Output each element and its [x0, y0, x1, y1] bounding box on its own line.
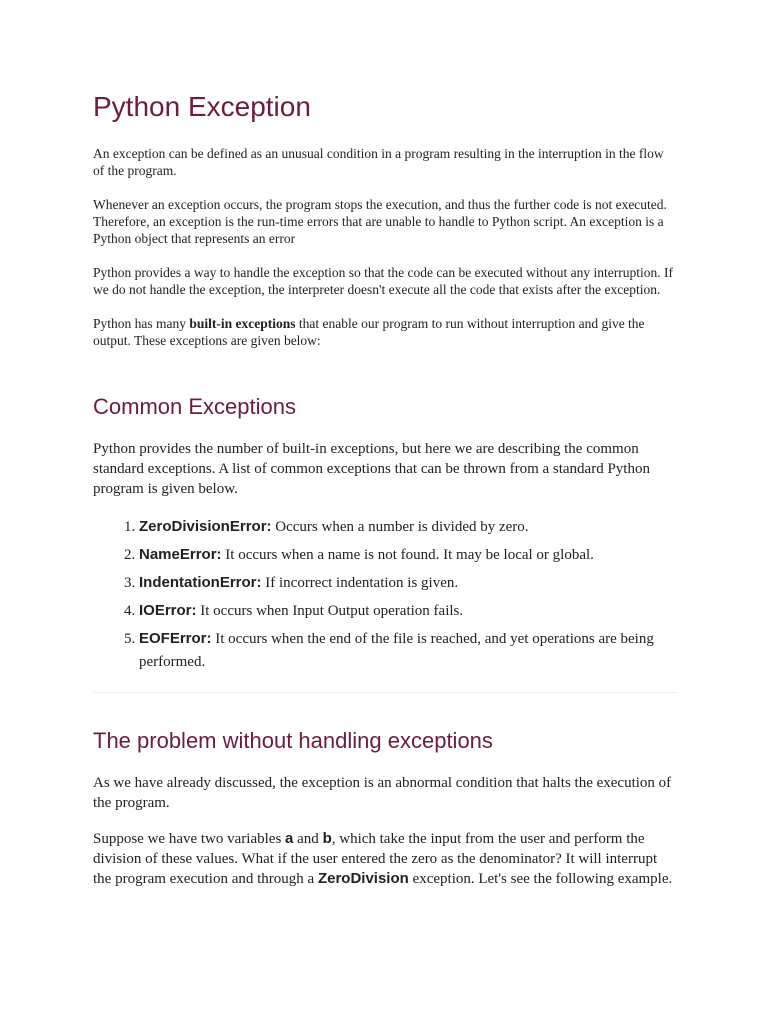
exception-name: IndentationError:	[139, 574, 262, 591]
list-item	[139, 515, 678, 539]
article	[93, 90, 678, 889]
exception-description: If incorrect indentation is given.	[261, 575, 459, 591]
problem-heading: The problem without handling exceptions	[93, 728, 493, 753]
built-in-exceptions-term: built-in exceptions	[189, 316, 296, 331]
intro-paragraph-4	[93, 315, 678, 349]
common-exceptions-paragraph: Python provides the number of built-in exceptions, but here we are describing the common standard exceptions. A list of common exceptions that can be thrown from a standard Python program is given below.	[93, 441, 650, 497]
exception-name: NameError:	[139, 546, 222, 563]
problem-paragraph-2	[93, 829, 678, 889]
common-exceptions-list	[93, 515, 678, 674]
exception-description: Occurs when a number is divided by zero.	[271, 519, 529, 535]
exception-description: It occurs when Input Output operation fails.	[196, 603, 464, 619]
variable-a: a	[285, 830, 294, 847]
exception-name: EOFError:	[139, 630, 212, 647]
problem-p2-text-2: and	[293, 831, 323, 847]
problem-p2-text-3: , which take the input from the user and perform the division of these values. What if the user entered the zero as the denominator? It will interrupt the program execution and through a	[93, 831, 658, 887]
problem-p2-text-1: Suppose we have two variables	[93, 831, 286, 847]
problem-paragraph-1: As we have already discussed, the exception is an abnormal condition that halts the execution of the program.	[93, 775, 672, 811]
variable-b: b	[322, 830, 332, 847]
list-item	[139, 627, 678, 674]
list-item	[139, 571, 678, 595]
intro-paragraph-1: An exception can be defined as an unusual condition in a program resulting in the interruption in the flow of the program.	[93, 146, 664, 178]
intro-4-prefix: Python has many	[93, 316, 190, 331]
problem-p2-text-4: exception. Let's see the following example.	[408, 871, 673, 887]
list-item	[139, 543, 678, 567]
page-title: Python Exception	[93, 91, 311, 122]
zero-division-term: ZeroDivision	[317, 870, 409, 887]
exception-name: ZeroDivisionError:	[139, 518, 272, 535]
exception-description: It occurs when a name is not found. It may be local or global.	[221, 547, 594, 563]
intro-paragraph-3: Python provides a way to handle the exception so that the code can be executed without any interruption. If we do not handle the exception, the interpreter doesn't execute all the code that exists after the exception.	[93, 265, 673, 297]
exception-description: It occurs when the end of the file is reached, and yet operations are being performed.	[139, 631, 654, 670]
exception-name: IOError:	[139, 602, 197, 619]
common-exceptions-heading: Common Exceptions	[93, 394, 296, 419]
intro-paragraph-2: Whenever an exception occurs, the program stops the execution, and thus the further code is not executed. Therefore, an exception is the run-time errors that are unable to handle to Python script. An exception is a Python object that represents an error	[93, 197, 667, 246]
intro-4-suffix: that enable our program to run without interruption and give the output. These exceptions are given below:	[93, 316, 645, 348]
list-item	[139, 599, 678, 623]
